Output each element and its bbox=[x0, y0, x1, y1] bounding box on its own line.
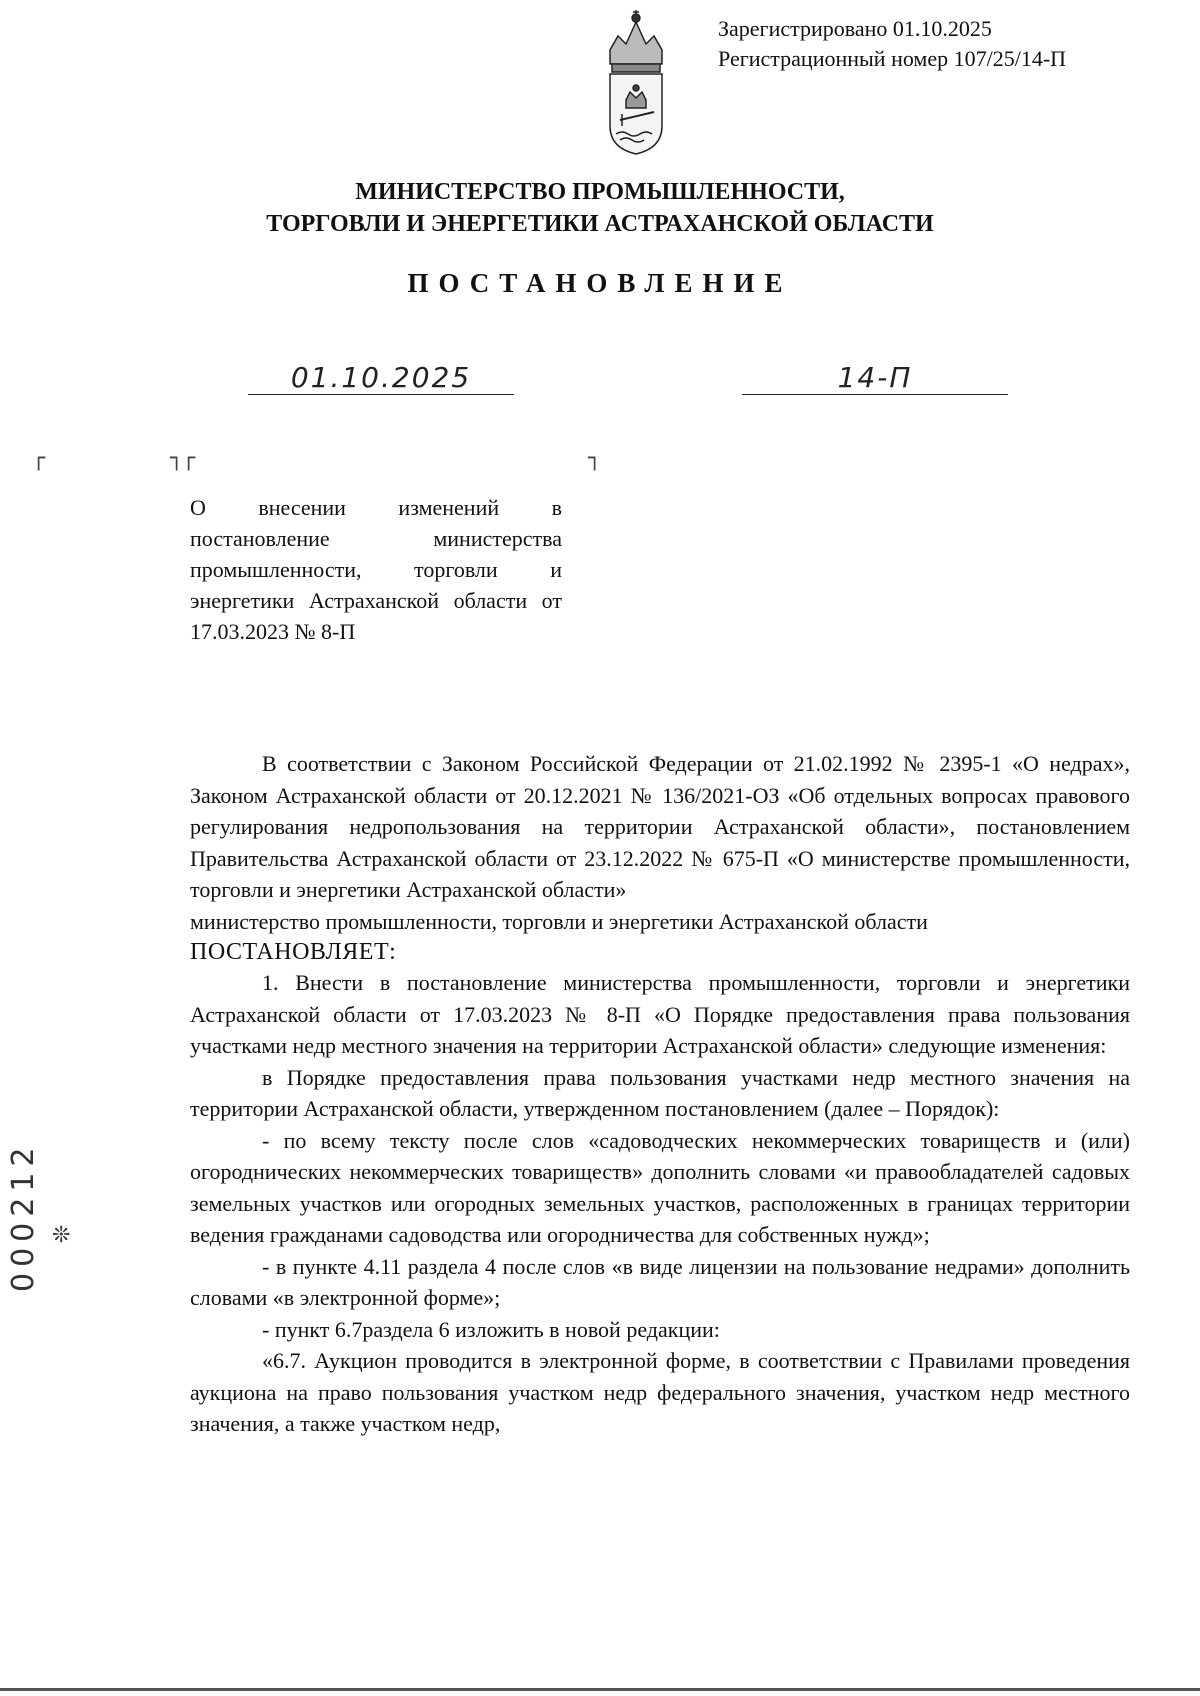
document-type: ПОСТАНОВЛЕНИЕ bbox=[407, 268, 793, 298]
registration-number: Регистрационный номер 107/25/14-П bbox=[718, 46, 1067, 71]
ministry-name-line1: МИНИСТЕРСТВО ПРОМЫШЛЕННОСТИ, bbox=[355, 179, 845, 205]
ministry-name bbox=[0, 176, 1200, 240]
margin-mark: ❊ bbox=[52, 1222, 71, 1247]
astrakhan-coat-of-arms-icon bbox=[600, 8, 672, 158]
ministry-name-line2: ТОРГОВЛИ И ЭНЕРГЕТИКИ АСТРАХАНСКОЙ ОБЛАСТИ bbox=[266, 211, 934, 237]
document-body bbox=[190, 748, 1130, 1440]
item-1-intro-paragraph: в Порядке предоставления права пользования участками недр местного значения на территории Астраханской области, утвержденном постановлением (далее – Порядок): bbox=[190, 1064, 1130, 1121]
document-number: 14-П bbox=[742, 362, 1008, 395]
document-subject: О внесении изменений в постановление министерства промышленности, торговли и энергетики Астраханской области от 17.03.2023 № 8-П bbox=[190, 495, 562, 644]
registration-date: Зарегистрировано 01.10.2025 bbox=[718, 16, 992, 41]
item-1-paragraph: 1. Внести в постановление министерства промышленности, торговли и энергетики Астраханской области от 17.03.2023 № 8-П «О Порядке предоставления права пользования участками недр местного значения на территории Астраханской области» следующие изменения: bbox=[190, 970, 1130, 1058]
scan-edge-divider bbox=[0, 1688, 1200, 1691]
change-3-paragraph: - пункт 6.7раздела 6 изложить в новой редакции: bbox=[262, 1316, 720, 1342]
corner-bracket-left: ┌ bbox=[182, 446, 196, 471]
corner-bracket-right: ┐ bbox=[170, 446, 184, 471]
document-date: 01.10.2025 bbox=[248, 362, 514, 395]
corner-bracket-right: ┐ bbox=[588, 446, 602, 471]
registration-stamp bbox=[718, 14, 1066, 74]
change-1-paragraph: - по всему тексту после слов «садоводческих некоммерческих товариществ и (или) огороднических некоммерческих товариществ» дополнить словами «и правообладателей садовых земельных участков или огородных земельных участков, расположенных в границах территории ведения гражданами садоводства или огородничества для собственных нужд»; bbox=[190, 1127, 1130, 1247]
issuer-paragraph: министерство промышленности, торговли и энергетики Астраханской области bbox=[190, 908, 928, 934]
quoted-paragraph: «6.7. Аукцион проводится в электронной форме, в соответствии с Правилами проведения аукциона на право пользования участком недр федерального значения, участком недр местного значения, а также участком недр, bbox=[190, 1348, 1130, 1436]
preamble-paragraph: В соответствии с Законом Российской Федерации от 21.02.1992 № 2395-1 «О недрах», Законом Астраханской области от 20.12.2021 № 136/2021-ОЗ «Об отдельных вопросах правового регулирования недропользования на территории Астраханской области», постановлением Правительства Астраханской области от 23.12.2022 № 675-П «О министерстве промышленности, торговли и энергетики Астраханской области» bbox=[190, 751, 1130, 902]
resolves-heading: ПОСТАНОВЛЯЕТ: bbox=[190, 939, 397, 965]
change-2-paragraph: - в пункте 4.11 раздела 4 после слов «в виде лицензии на пользование недрами» дополнить словами «в электронной форме»; bbox=[190, 1253, 1130, 1310]
margin-serial-code: 000212 bbox=[6, 1141, 41, 1292]
corner-bracket-outer-left: ┌ bbox=[32, 446, 46, 471]
